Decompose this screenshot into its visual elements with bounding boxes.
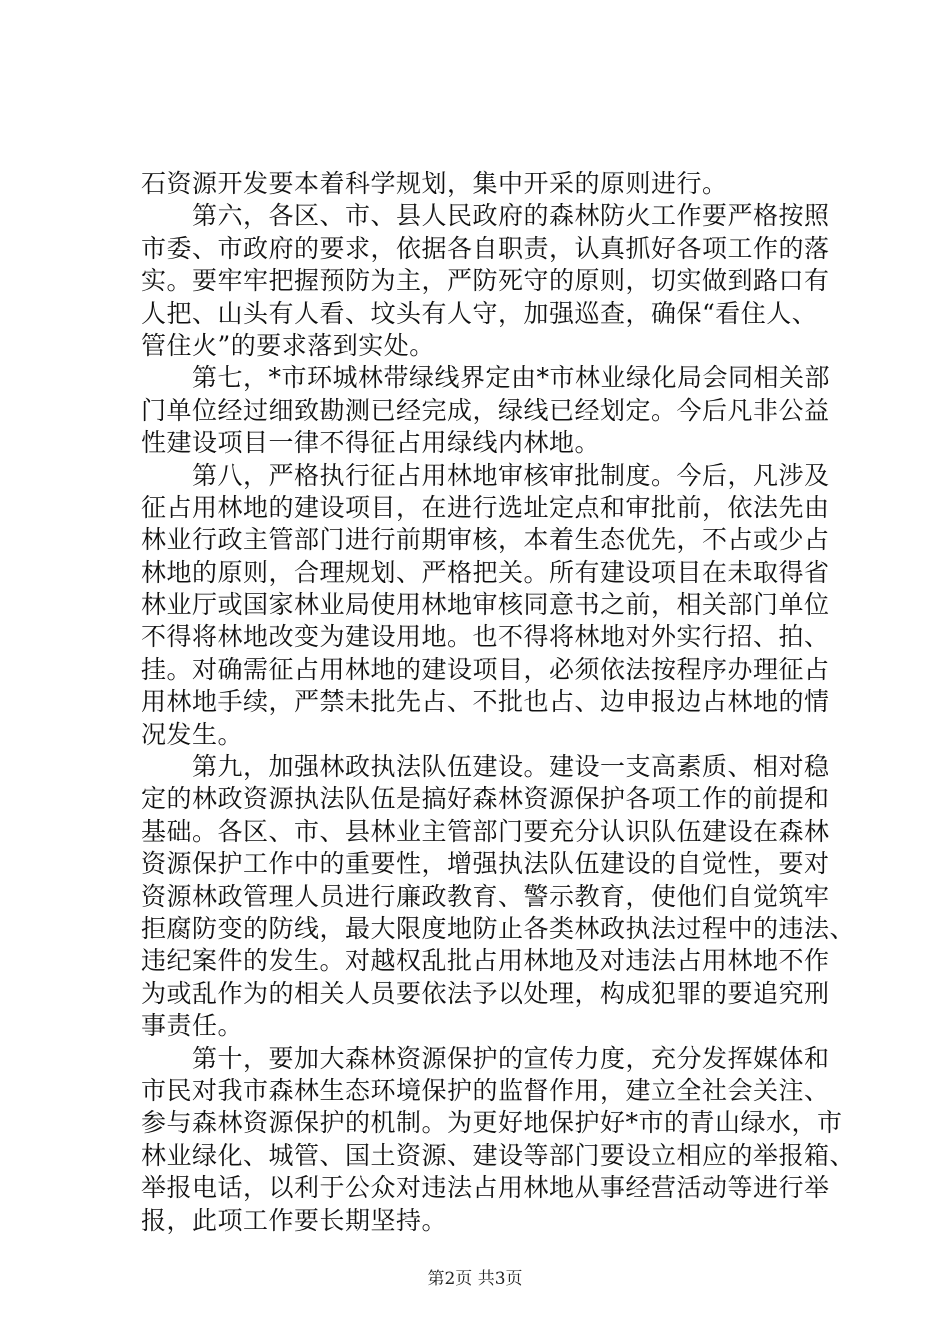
text-line: 不得将林地改变为建设用地。也不得将林地对外实行招、拍、 bbox=[141, 622, 830, 652]
text-line: 市委、市政府的要求，依据各自职责，认真抓好各项工作的落 bbox=[141, 233, 830, 263]
text-line: 人把、山头有人看、坟头有人守，加强巡查，确保“看住人、 bbox=[141, 298, 818, 328]
text-line: 资源保护工作中的重要性，增强执法队伍建设的自觉性，要对 bbox=[141, 849, 830, 879]
document-body bbox=[141, 168, 856, 1237]
text-line: 事责任。 bbox=[141, 1011, 244, 1041]
text-line: 用林地手续，严禁未批先占、不批也占、边申报边占林地的情 bbox=[141, 687, 830, 717]
text-line: 举报电话，以利于公众对违法占用林地从事经营活动等进行举 bbox=[141, 1173, 830, 1203]
text-line: 第六，各区、市、县人民政府的森林防火工作要严格按照 bbox=[141, 201, 830, 231]
text-line: 市民对我市森林生态环境保护的监督作用，建立全社会关注、 bbox=[141, 1075, 830, 1105]
text-line: 林业绿化、城管、国土资源、建设等部门要设立相应的举报箱、 bbox=[141, 1140, 856, 1170]
text-line: 定的林政资源执法队伍是搞好森林资源保护各项工作的前提和 bbox=[141, 784, 830, 814]
text-line: 拒腐防变的防线，最大限度地防止各类林政执法过程中的违法、 bbox=[141, 913, 856, 943]
text-line: 第八，严格执行征占用林地审核审批制度。今后，凡涉及 bbox=[141, 460, 830, 490]
text-line: 林地的原则，合理规划、严格把关。所有建设项目在未取得省 bbox=[141, 557, 830, 587]
text-line: 管住火”的要求落到实处。 bbox=[141, 330, 435, 360]
text-line: 门单位经过细致勘测已经完成，绿线已经划定。今后凡非公益 bbox=[141, 395, 830, 425]
text-line: 第十，要加大森林资源保护的宣传力度，充分发挥媒体和 bbox=[141, 1043, 830, 1073]
text-line: 参与森林资源保护的机制。为更好地保护好*市的青山绿水，市 bbox=[141, 1108, 843, 1138]
text-line: 第九，加强林政执法队伍建设。建设一支高素质、相对稳 bbox=[141, 752, 830, 782]
text-line: 性建设项目一律不得征占用绿线内林地。 bbox=[141, 428, 601, 458]
text-line: 基础。各区、市、县林业主管部门要充分认识队伍建设在森林 bbox=[141, 816, 830, 846]
text-line: 为或乱作为的相关人员要依法予以处理，构成犯罪的要追究刑 bbox=[141, 978, 830, 1008]
page-number-label: 第2页 共3页 bbox=[427, 1269, 523, 1289]
text-line: 征占用林地的建设项目，在进行选址定点和审批前，依法先由 bbox=[141, 492, 830, 522]
text-line: 况发生。 bbox=[141, 719, 244, 749]
text-line: 实。要牢牢把握预防为主，严防死守的原则，切实做到路口有 bbox=[141, 266, 830, 296]
text-line: 报，此项工作要长期坚持。 bbox=[141, 1205, 448, 1235]
page-footer bbox=[0, 1269, 950, 1289]
text-line: 林业行政主管部门进行前期审核，本着生态优先，不占或少占 bbox=[141, 525, 830, 555]
text-line: 违纪案件的发生。对越权乱批占用林地及对违法占用林地不作 bbox=[141, 946, 830, 976]
text-line: 挂。对确需征占用林地的建设项目，必须依法按程序办理征占 bbox=[141, 654, 830, 684]
text-line: 石资源开发要本着科学规划，集中开采的原则进行。 bbox=[141, 169, 728, 198]
text-line: 林业厅或国家林业局使用林地审核同意书之前，相关部门单位 bbox=[141, 590, 830, 620]
text-line: 资源林政管理人员进行廉政教育、警示教育，使他们自觉筑牢 bbox=[141, 881, 830, 911]
text-line: 第七，*市环城林带绿线界定由*市林业绿化局会同相关部 bbox=[141, 363, 831, 393]
